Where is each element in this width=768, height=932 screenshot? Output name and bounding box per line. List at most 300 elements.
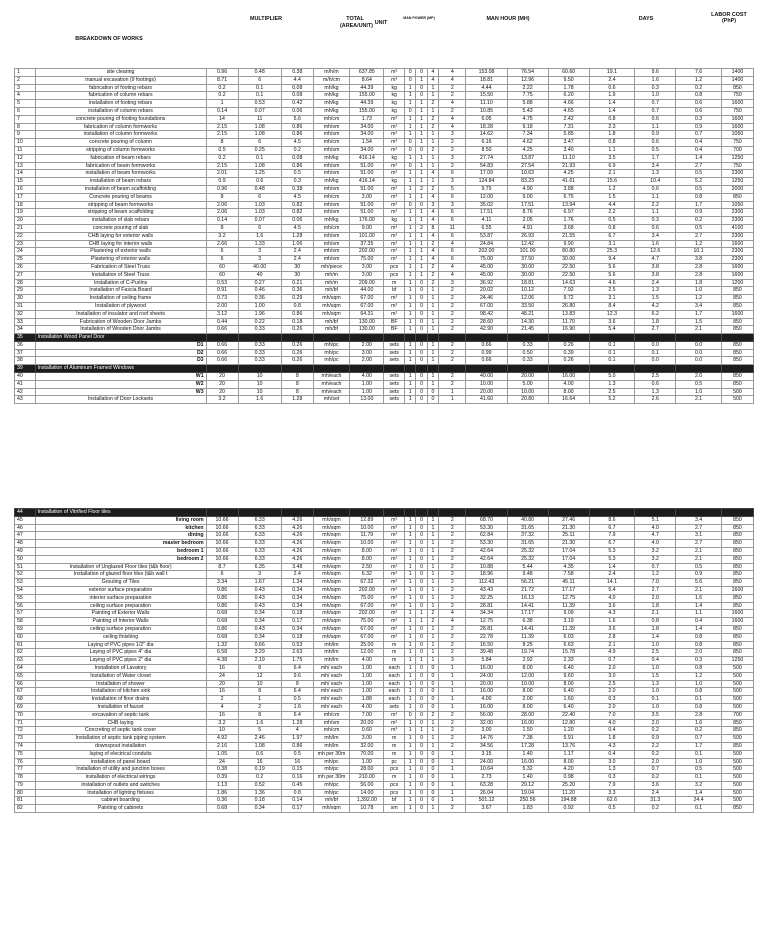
days-high: 0.1 bbox=[676, 805, 722, 813]
skilled: 1 bbox=[404, 271, 415, 279]
manpower-total: 2 bbox=[439, 727, 466, 735]
days-low: 7.9 bbox=[589, 781, 635, 789]
unit: m bbox=[384, 649, 405, 657]
labor-cost: 850 bbox=[721, 380, 753, 388]
semi-skilled: 0 bbox=[416, 349, 427, 357]
table-row bbox=[15, 711, 754, 719]
days-average: 4.0 bbox=[635, 524, 676, 532]
table-row bbox=[15, 547, 754, 555]
multiplier-low: 3.34 bbox=[206, 579, 238, 587]
manhour-low: 34.56 bbox=[466, 742, 507, 750]
labor-cost: 850 bbox=[721, 532, 753, 540]
multiplier-high: 0.08 bbox=[281, 84, 313, 92]
multiplier-high: 8 bbox=[281, 388, 313, 396]
unit: m² bbox=[384, 516, 405, 524]
manhour-low: 4.11 bbox=[466, 217, 507, 225]
total-area: 1.00 bbox=[350, 388, 384, 396]
days-low: 7.0 bbox=[589, 711, 635, 719]
semi-skilled: 0 bbox=[416, 201, 427, 209]
multiplier-low: 0.14 bbox=[206, 217, 238, 225]
manpower-total: 2 bbox=[439, 146, 466, 154]
row-number: 14 bbox=[15, 170, 36, 178]
days-average: 1.5 bbox=[635, 672, 676, 680]
multiplier-high: 8 bbox=[281, 380, 313, 388]
skilled: 0 bbox=[404, 146, 415, 154]
days-average: 1.0 bbox=[635, 688, 676, 696]
multiplier-high: 0.34 bbox=[281, 594, 313, 602]
table-row bbox=[15, 76, 754, 84]
labor-cost: 1600 bbox=[721, 123, 753, 131]
manhour-high: 4.66 bbox=[548, 100, 589, 108]
semi-skilled: 1 bbox=[416, 217, 427, 225]
manhour-average: 1.83 bbox=[507, 805, 548, 813]
multiplier-average: 10 bbox=[238, 680, 281, 688]
days-high: 1.4 bbox=[676, 625, 722, 633]
row-number: 58 bbox=[15, 618, 36, 626]
empty-cell bbox=[404, 365, 415, 373]
total-area: 67.00 bbox=[350, 302, 384, 310]
days-average: 1.2 bbox=[635, 571, 676, 579]
unit: kg bbox=[384, 154, 405, 162]
semi-skilled: 0 bbox=[416, 696, 427, 704]
multiplier-average: 1.6 bbox=[238, 232, 281, 240]
multiplier-low: 0.86 bbox=[206, 625, 238, 633]
days-average: 0.7 bbox=[635, 107, 676, 115]
manhour-low: 53.87 bbox=[466, 232, 507, 240]
total-area: 64.31 bbox=[350, 310, 384, 318]
multiplier-unit: mh/sm bbox=[313, 201, 349, 209]
semi-skilled: 0 bbox=[416, 69, 427, 77]
unit: each bbox=[384, 688, 405, 696]
multiplier-high: 6.4 bbox=[281, 711, 313, 719]
row-number: 30 bbox=[15, 295, 36, 303]
row-number: 16 bbox=[15, 185, 36, 193]
row-number: 28 bbox=[15, 279, 36, 287]
days-low: 6.7 bbox=[589, 540, 635, 548]
skilled: 1 bbox=[404, 193, 415, 201]
skilled: 1 bbox=[404, 185, 415, 193]
multiplier-unit: m/h/cm bbox=[313, 76, 349, 84]
days-low: 3.3 bbox=[589, 789, 635, 797]
manhour-low: 16.50 bbox=[466, 641, 507, 649]
multiplier-average: 0.43 bbox=[238, 625, 281, 633]
multiplier-average: 1.08 bbox=[238, 742, 281, 750]
skilled: 1 bbox=[404, 326, 415, 334]
sheet-header bbox=[14, 12, 754, 68]
table-row bbox=[15, 688, 754, 696]
labor-cost: 1250 bbox=[721, 657, 753, 665]
manhour-high: 45.11 bbox=[548, 579, 589, 587]
labor: 0 bbox=[427, 664, 438, 672]
multiplier-average: 0.33 bbox=[238, 326, 281, 334]
days-average: 0.5 bbox=[635, 146, 676, 154]
multiplier-low: 8.7 bbox=[206, 563, 238, 571]
multiplier-average: 0.6 bbox=[238, 750, 281, 758]
labor: 2 bbox=[427, 711, 438, 719]
row-number: 47 bbox=[15, 532, 36, 540]
skilled: 0 bbox=[404, 139, 415, 147]
manhour-average: 9.18 bbox=[507, 123, 548, 131]
unit: each bbox=[384, 672, 405, 680]
semi-skilled: 0 bbox=[416, 758, 427, 766]
unit: m bbox=[384, 750, 405, 758]
manhour-low: 24.00 bbox=[466, 758, 507, 766]
days-high: 1.4 bbox=[676, 602, 722, 610]
manhour-average: 25.32 bbox=[507, 555, 548, 563]
multiplier-high: 4.26 bbox=[281, 532, 313, 540]
total-area: 1,392.00 bbox=[350, 797, 384, 805]
semi-skilled: 1 bbox=[416, 256, 427, 264]
work-description: living room bbox=[35, 516, 206, 524]
row-number: 5 bbox=[15, 100, 36, 108]
labor: 1 bbox=[427, 735, 438, 743]
unit: sets bbox=[384, 703, 405, 711]
skilled: 1 bbox=[404, 178, 415, 186]
skilled: 1 bbox=[404, 680, 415, 688]
work-description: Fabrication of Steel Truss bbox=[35, 263, 206, 271]
manhour-high: 12.80 bbox=[548, 719, 589, 727]
multiplier-high: 0.8 bbox=[281, 302, 313, 310]
multiplier-average: 16 bbox=[238, 758, 281, 766]
skilled: 1 bbox=[404, 805, 415, 813]
multiplier-unit: mh/pc bbox=[313, 758, 349, 766]
semi-skilled: 1 bbox=[416, 115, 427, 123]
multiplier-low: 10.66 bbox=[206, 547, 238, 555]
unit: m² bbox=[384, 602, 405, 610]
manhour-low: 42.64 bbox=[466, 555, 507, 563]
days-average: 1.1 bbox=[635, 209, 676, 217]
days-low: 4.0 bbox=[589, 594, 635, 602]
skilled: 1 bbox=[404, 618, 415, 626]
row-number: 32 bbox=[15, 310, 36, 318]
days-low: 0.6 bbox=[589, 84, 635, 92]
skilled: 1 bbox=[404, 703, 415, 711]
multiplier-unit: mh/ each bbox=[313, 688, 349, 696]
days-low: 3.6 bbox=[589, 602, 635, 610]
manhour-average: 10.12 bbox=[507, 287, 548, 295]
multiplier-low: 0.66 bbox=[206, 326, 238, 334]
table-row bbox=[15, 594, 754, 602]
empty-cell bbox=[404, 509, 415, 517]
total-area: 75.00 bbox=[350, 618, 384, 626]
days-high: 2.1 bbox=[676, 555, 722, 563]
multiplier-high: 0.5 bbox=[281, 170, 313, 178]
manhour-average: 17.28 bbox=[507, 742, 548, 750]
days-high: 2.1 bbox=[676, 396, 722, 404]
row-number: 62 bbox=[15, 649, 36, 657]
man-power-header: MAN POWER (MP) bbox=[403, 16, 435, 20]
multiplier-low: 0.39 bbox=[206, 774, 238, 782]
labor: 0 bbox=[427, 703, 438, 711]
days-average: 31.3 bbox=[635, 797, 676, 805]
days-high: 0.1 bbox=[676, 774, 722, 782]
row-number: 11 bbox=[15, 146, 36, 154]
labor-cost: 850 bbox=[721, 579, 753, 587]
days-average: 1.3 bbox=[635, 170, 676, 178]
days-high: 0.8 bbox=[676, 641, 722, 649]
labor: 1 bbox=[427, 719, 438, 727]
labor-cost: 500 bbox=[721, 688, 753, 696]
labor: 4 bbox=[427, 256, 438, 264]
days-low: 2.1 bbox=[589, 641, 635, 649]
semi-skilled: 1 bbox=[416, 100, 427, 108]
labor: 0 bbox=[427, 781, 438, 789]
days-high: 1.2 bbox=[676, 76, 722, 84]
row-number: 1 bbox=[15, 69, 36, 77]
labor: 1 bbox=[427, 349, 438, 357]
labor-cost: 850 bbox=[721, 563, 753, 571]
empty-cell bbox=[281, 365, 313, 373]
multiplier-average: 10 bbox=[238, 388, 281, 396]
work-description: stripping of beam scaffolding bbox=[35, 209, 206, 217]
semi-skilled: 0 bbox=[416, 633, 427, 641]
multiplier-unit: mh/kg bbox=[313, 100, 349, 108]
manhour-average: 21.45 bbox=[507, 326, 548, 334]
manpower-total: 2 bbox=[439, 84, 466, 92]
multiplier-low: 0.91 bbox=[206, 287, 238, 295]
work-description: Concreting of septic tank cover bbox=[35, 727, 206, 735]
work-description: Installation of septic tank piping system bbox=[35, 735, 206, 743]
multiplier-unit: mh/ each bbox=[313, 680, 349, 688]
days-high: 0.0 bbox=[676, 357, 722, 365]
multiplier-average: 11 bbox=[238, 115, 281, 123]
days-average: 6.2 bbox=[635, 310, 676, 318]
multiplier-low: 2.15 bbox=[206, 131, 238, 139]
manhour-average: 31.65 bbox=[507, 540, 548, 548]
manhour-average: 31.65 bbox=[507, 524, 548, 532]
labor-cost: 500 bbox=[721, 672, 753, 680]
empty-cell bbox=[384, 365, 405, 373]
multiplier-unit: mh/lm bbox=[313, 742, 349, 750]
manhour-average: 7.34 bbox=[507, 131, 548, 139]
multiplier-unit: mh/sm bbox=[313, 185, 349, 193]
labor: 3 bbox=[427, 201, 438, 209]
manhour-high: 16.64 bbox=[548, 396, 589, 404]
manhour-low: 14.62 bbox=[466, 131, 507, 139]
days-average: 2.2 bbox=[635, 742, 676, 750]
labor: 1 bbox=[427, 563, 438, 571]
multiplier-high: 0.16 bbox=[281, 774, 313, 782]
manhour-high: 14.63 bbox=[548, 279, 589, 287]
manpower-total: 3 bbox=[439, 201, 466, 209]
manhour-low: 16.00 bbox=[466, 688, 507, 696]
unit: m² bbox=[384, 633, 405, 641]
days-average: 3.5 bbox=[635, 711, 676, 719]
row-number: 29 bbox=[15, 287, 36, 295]
days-low: 3.6 bbox=[589, 625, 635, 633]
unit: BF bbox=[384, 318, 405, 326]
semi-skilled: 0 bbox=[416, 540, 427, 548]
days-high: 0.9 bbox=[676, 209, 722, 217]
manhour-high: 11.39 bbox=[548, 625, 589, 633]
total-area: 10.00 bbox=[350, 540, 384, 548]
table-row bbox=[15, 279, 754, 287]
days-high: 1.5 bbox=[676, 318, 722, 326]
manhour-low: 32.00 bbox=[466, 719, 507, 727]
multiplier-high: 0.29 bbox=[281, 295, 313, 303]
labor-cost: 2300 bbox=[721, 248, 753, 256]
multiplier-high: 0.2 bbox=[281, 146, 313, 154]
table-row bbox=[15, 680, 754, 688]
labor-cost: 750 bbox=[721, 92, 753, 100]
labor-cost: 2300 bbox=[721, 232, 753, 240]
multiplier-low: 10 bbox=[206, 727, 238, 735]
multiplier-high: 2.63 bbox=[281, 649, 313, 657]
semi-skilled: 1 bbox=[416, 240, 427, 248]
manpower-total: 2 bbox=[439, 633, 466, 641]
manhour-high: 12.75 bbox=[548, 594, 589, 602]
skilled: 1 bbox=[404, 263, 415, 271]
days-average: 2.0 bbox=[635, 719, 676, 727]
days-high: 24.4 bbox=[676, 797, 722, 805]
days-high: 2.7 bbox=[676, 540, 722, 548]
labor: 0 bbox=[427, 688, 438, 696]
days-low: 2.8 bbox=[589, 633, 635, 641]
manhour-average: 8.00 bbox=[507, 703, 548, 711]
multiplier-average: 6.33 bbox=[238, 547, 281, 555]
row-number: 24 bbox=[15, 248, 36, 256]
manhour-low: 15.50 bbox=[466, 92, 507, 100]
semi-skilled: 0 bbox=[416, 524, 427, 532]
days-low: 3.1 bbox=[589, 240, 635, 248]
skilled: 1 bbox=[404, 586, 415, 594]
unit: m² bbox=[384, 240, 405, 248]
work-description: Installation of glazed floor tiles (t&b wall t bbox=[35, 571, 206, 579]
labor: 1 bbox=[427, 586, 438, 594]
multiplier-low: 1 bbox=[206, 100, 238, 108]
labor: 1 bbox=[427, 357, 438, 365]
multiplier-high: 0.26 bbox=[281, 357, 313, 365]
row-number: 7 bbox=[15, 115, 36, 123]
multiplier-low: 4 bbox=[206, 703, 238, 711]
table-row bbox=[15, 139, 754, 147]
days-low: 2.1 bbox=[589, 170, 635, 178]
manhour-high: 0.98 bbox=[548, 774, 589, 782]
total-area: 3.00 bbox=[350, 735, 384, 743]
multiplier-high: 9.6 bbox=[281, 672, 313, 680]
empty-cell bbox=[466, 365, 507, 373]
multiplier-average: 1.36 bbox=[238, 789, 281, 797]
total-area: 44.39 bbox=[350, 84, 384, 92]
manpower-total: 2 bbox=[439, 735, 466, 743]
multiplier-unit: mh/sm bbox=[313, 232, 349, 240]
manhour-average: 12.96 bbox=[507, 76, 548, 84]
row-number: 12 bbox=[15, 154, 36, 162]
manhour-low: 10.85 bbox=[466, 107, 507, 115]
manhour-high: 6.75 bbox=[548, 193, 589, 201]
days-average: 0.2 bbox=[635, 750, 676, 758]
labor-cost: 850 bbox=[721, 727, 753, 735]
skilled: 1 bbox=[404, 123, 415, 131]
labor: 1 bbox=[427, 139, 438, 147]
manhour-average: 4.90 bbox=[507, 185, 548, 193]
manhour-low: 112.43 bbox=[466, 579, 507, 587]
multiplier-average: 1.00 bbox=[238, 302, 281, 310]
semi-skilled: 0 bbox=[416, 295, 427, 303]
days-average: 1.7 bbox=[635, 154, 676, 162]
manhour-high: 3.19 bbox=[548, 618, 589, 626]
days-average: 0.3 bbox=[635, 217, 676, 225]
work-description: Installation of shower bbox=[35, 680, 206, 688]
empty-cell bbox=[721, 334, 753, 342]
multiplier-low: 10.66 bbox=[206, 540, 238, 548]
skilled: 1 bbox=[404, 571, 415, 579]
manhour-low: 2.73 bbox=[466, 774, 507, 782]
labor-cost: 850 bbox=[721, 84, 753, 92]
row-number: 50 bbox=[15, 555, 36, 563]
table-row bbox=[15, 774, 754, 782]
manpower-total: 11 bbox=[439, 224, 466, 232]
multiplier-average: 2.46 bbox=[238, 735, 281, 743]
multiplier-low: 2.01 bbox=[206, 170, 238, 178]
row-number: 37 bbox=[15, 349, 36, 357]
labor: 1 bbox=[427, 657, 438, 665]
multiplier-unit: mh/lm bbox=[313, 657, 349, 665]
manhour-high: 6.40 bbox=[548, 664, 589, 672]
labor: 1 bbox=[427, 295, 438, 303]
manhour-average: 4.62 bbox=[507, 139, 548, 147]
days-low: 6.9 bbox=[589, 162, 635, 170]
section-heading: Installation of Vitrified Floor tiles bbox=[35, 509, 206, 517]
manhour-high: 22.50 bbox=[548, 263, 589, 271]
manhour-high: 2.33 bbox=[548, 657, 589, 665]
days-average: 0.6 bbox=[635, 380, 676, 388]
multiplier-high: 0.3 bbox=[281, 178, 313, 186]
multiplier-unit: mh/ each bbox=[313, 703, 349, 711]
unit: m² bbox=[384, 310, 405, 318]
days-high: 1.6 bbox=[676, 719, 722, 727]
manhour-average: 17.51 bbox=[507, 201, 548, 209]
manhour-average: 9.48 bbox=[507, 571, 548, 579]
labor: 1 bbox=[427, 107, 438, 115]
days-high: 2.8 bbox=[676, 263, 722, 271]
manpower-total: 2 bbox=[439, 92, 466, 100]
manhour-high: 13.94 bbox=[548, 201, 589, 209]
skilled: 1 bbox=[404, 540, 415, 548]
empty-cell bbox=[676, 365, 722, 373]
manpower-total: 6 bbox=[439, 217, 466, 225]
unit: sets bbox=[384, 357, 405, 365]
manhour-high: 6.40 bbox=[548, 688, 589, 696]
row-number: 17 bbox=[15, 193, 36, 201]
skilled: 0 bbox=[404, 201, 415, 209]
empty-cell bbox=[416, 365, 427, 373]
labor-cost: 850 bbox=[721, 602, 753, 610]
manhour-average: 10.00 bbox=[507, 388, 548, 396]
work-description: concrete pouring of column bbox=[35, 139, 206, 147]
work-description: Installation of Steel Truss bbox=[35, 271, 206, 279]
semi-skilled: 0 bbox=[416, 388, 427, 396]
days-high: 0.3 bbox=[676, 115, 722, 123]
manhour-average: 8.00 bbox=[507, 688, 548, 696]
days-low: 15.6 bbox=[589, 178, 635, 186]
labor: 1 bbox=[427, 178, 438, 186]
row-number: 48 bbox=[15, 540, 36, 548]
semi-skilled: 0 bbox=[416, 703, 427, 711]
multiplier-average: 0.48 bbox=[238, 185, 281, 193]
multiplier-high: 6.4 bbox=[281, 664, 313, 672]
skilled: 1 bbox=[404, 287, 415, 295]
labor: 4 bbox=[427, 248, 438, 256]
days-high: 0.5 bbox=[676, 224, 722, 232]
multiplier-unit: mh/sqm bbox=[313, 310, 349, 318]
days-high: 1.7 bbox=[676, 310, 722, 318]
semi-skilled: 0 bbox=[416, 586, 427, 594]
days-average: 1.1 bbox=[635, 123, 676, 131]
table-row bbox=[15, 696, 754, 704]
empty-cell bbox=[507, 334, 548, 342]
manhour-high: 3.47 bbox=[548, 139, 589, 147]
